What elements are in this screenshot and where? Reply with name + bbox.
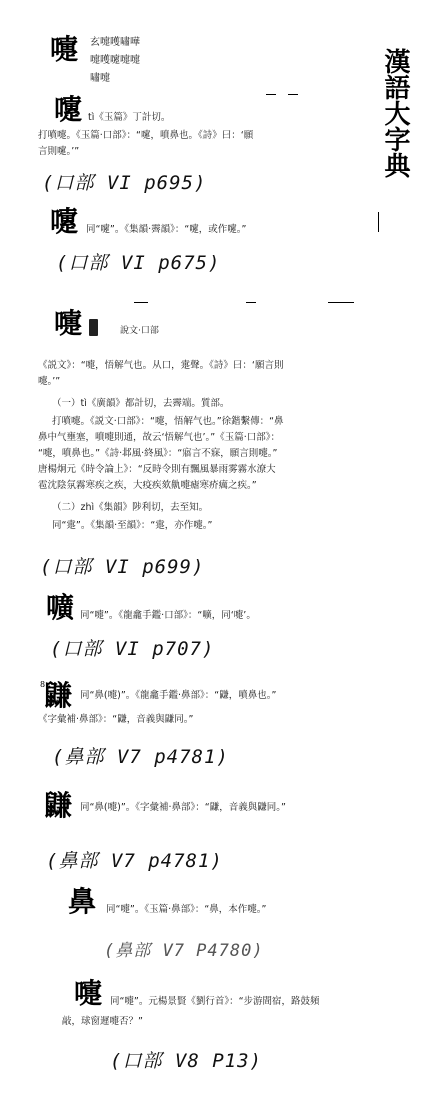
entry-head-char: 嚔 — [50, 205, 79, 238]
entry-text-line: 同“嚏”。《龍龕手鑑·口部》：“嚝，同‘嚏’。 — [80, 610, 256, 621]
entry-head-char: 鼻 — [68, 885, 97, 918]
entry-text-line: 同“嚏”。元楊景賢《劉行首》：“步游間宿，路鼓頻 — [110, 996, 320, 1007]
entry-text-line: 打噴嚏。《説文·口部》：“嚏，悟解气也。”徐鍇繫傳：“鼻 — [52, 416, 284, 427]
scan-mark — [328, 302, 354, 303]
header-line-1: 玄嚏嚄嘯嘩 — [90, 37, 140, 48]
entry-head-char: 嚏 — [54, 307, 83, 340]
stroke-count-superscript: 8 — [40, 680, 46, 689]
header-head-char: 嚏 — [50, 33, 79, 66]
side-note: 說文·口部 — [120, 326, 159, 336]
scan-mark — [246, 302, 256, 303]
handwritten-reference: (鼻部 V7 p4781) — [46, 850, 223, 872]
entry-text-line: 同“嚔”。《集韻·霽韻》：“嚔，或作嚔。” — [86, 224, 247, 235]
handwritten-reference: (鼻部 V7 p4781) — [52, 746, 229, 768]
scan-mark — [266, 94, 276, 95]
entry-text-line: tì《玉篇》丁計切。 — [88, 112, 171, 123]
entry-text-line: 唐楊炯元《時令論上》：“反時令則有飄風暴雨雾霧水潦大 — [38, 464, 276, 475]
entry-head-char: 嚝 — [46, 591, 75, 624]
entry-text-line: 雹沈陰氛霧寒疾之疾，大疫疾欬鼽嚏瘧寒疥癘之疾。” — [38, 480, 257, 491]
entry-text-line: 《説文》：“嚏，悟解气也。从口，疐聲。《詩》曰：‘願言則 — [38, 360, 284, 371]
handwritten-reference: (口部 VI p675) — [56, 252, 221, 274]
entry-text-line: 嚏。’” — [38, 376, 61, 387]
entry-head-char: 鼸 — [44, 789, 73, 822]
entry-text-line: （二）zhì《集韻》陟利切，去至知。 — [52, 502, 209, 513]
entry-text-line: 打噴嚏。《玉篇·口部》：“嚔，噴鼻也。《詩》曰：‘願 — [38, 130, 254, 141]
entry-text-line: 鼻中气壅塞，噴嚏則通，故云‘悟解气也’。”《玉篇·口部》： — [38, 432, 280, 443]
page-title: 漢語大字典 — [380, 48, 410, 178]
header-line-3: 嘯嚏 — [90, 73, 110, 84]
scan-mark — [288, 94, 298, 95]
entry-text-line: 同“鼻(嚏)”。《字彙補·鼻部》：“鼸，音義與鼸同。” — [80, 802, 286, 813]
header-line-2: 嚏嚄嚔嚏嚏 — [90, 55, 140, 66]
handwritten-reference: (口部 VI p699) — [40, 556, 205, 578]
seal-script-glyph — [89, 319, 98, 336]
entry-text-line: “嚏，噴鼻也。”《詩·邶風·終風》：“寤言不寐，願言則嚏。” — [38, 448, 278, 459]
handwritten-reference: (鼻部 V7 P4780) — [104, 941, 264, 961]
entry-head-char: 鼸 — [44, 679, 73, 712]
handwritten-reference: (口部 V8 P13) — [110, 1050, 262, 1072]
entry-text-line: 同“嚏”。《玉篇·鼻部》：“鼻，本作嚏。” — [106, 904, 267, 915]
entry-text-line: 同“疐”。《集韻·至韻》：“疐，亦作嚏。” — [52, 520, 213, 531]
entry-text-line: 《字彙補·鼻部》：“鼸，音義與鼸同。” — [38, 714, 194, 725]
entry-text-line: （一）tì《廣韻》都計切，去霽端。質部。 — [52, 398, 230, 409]
handwritten-reference: (口部 VI p695) — [42, 172, 207, 194]
scan-mark — [134, 302, 148, 303]
entry-text-line: 同“鼻(嚏)”。《龍龕手鑑·鼻部》：“鼸，噴鼻也。” — [80, 690, 277, 701]
entry-head-char: 嚔 — [54, 93, 83, 126]
handwritten-reference: (口部 VI p707) — [50, 638, 215, 660]
entry-text-line: 言則嚔。’” — [38, 146, 80, 157]
title-tick — [378, 212, 379, 232]
entry-head-char: 嚏 — [74, 977, 103, 1010]
entry-text-line: 敲，球窗遲嚏否？” — [62, 1016, 143, 1027]
